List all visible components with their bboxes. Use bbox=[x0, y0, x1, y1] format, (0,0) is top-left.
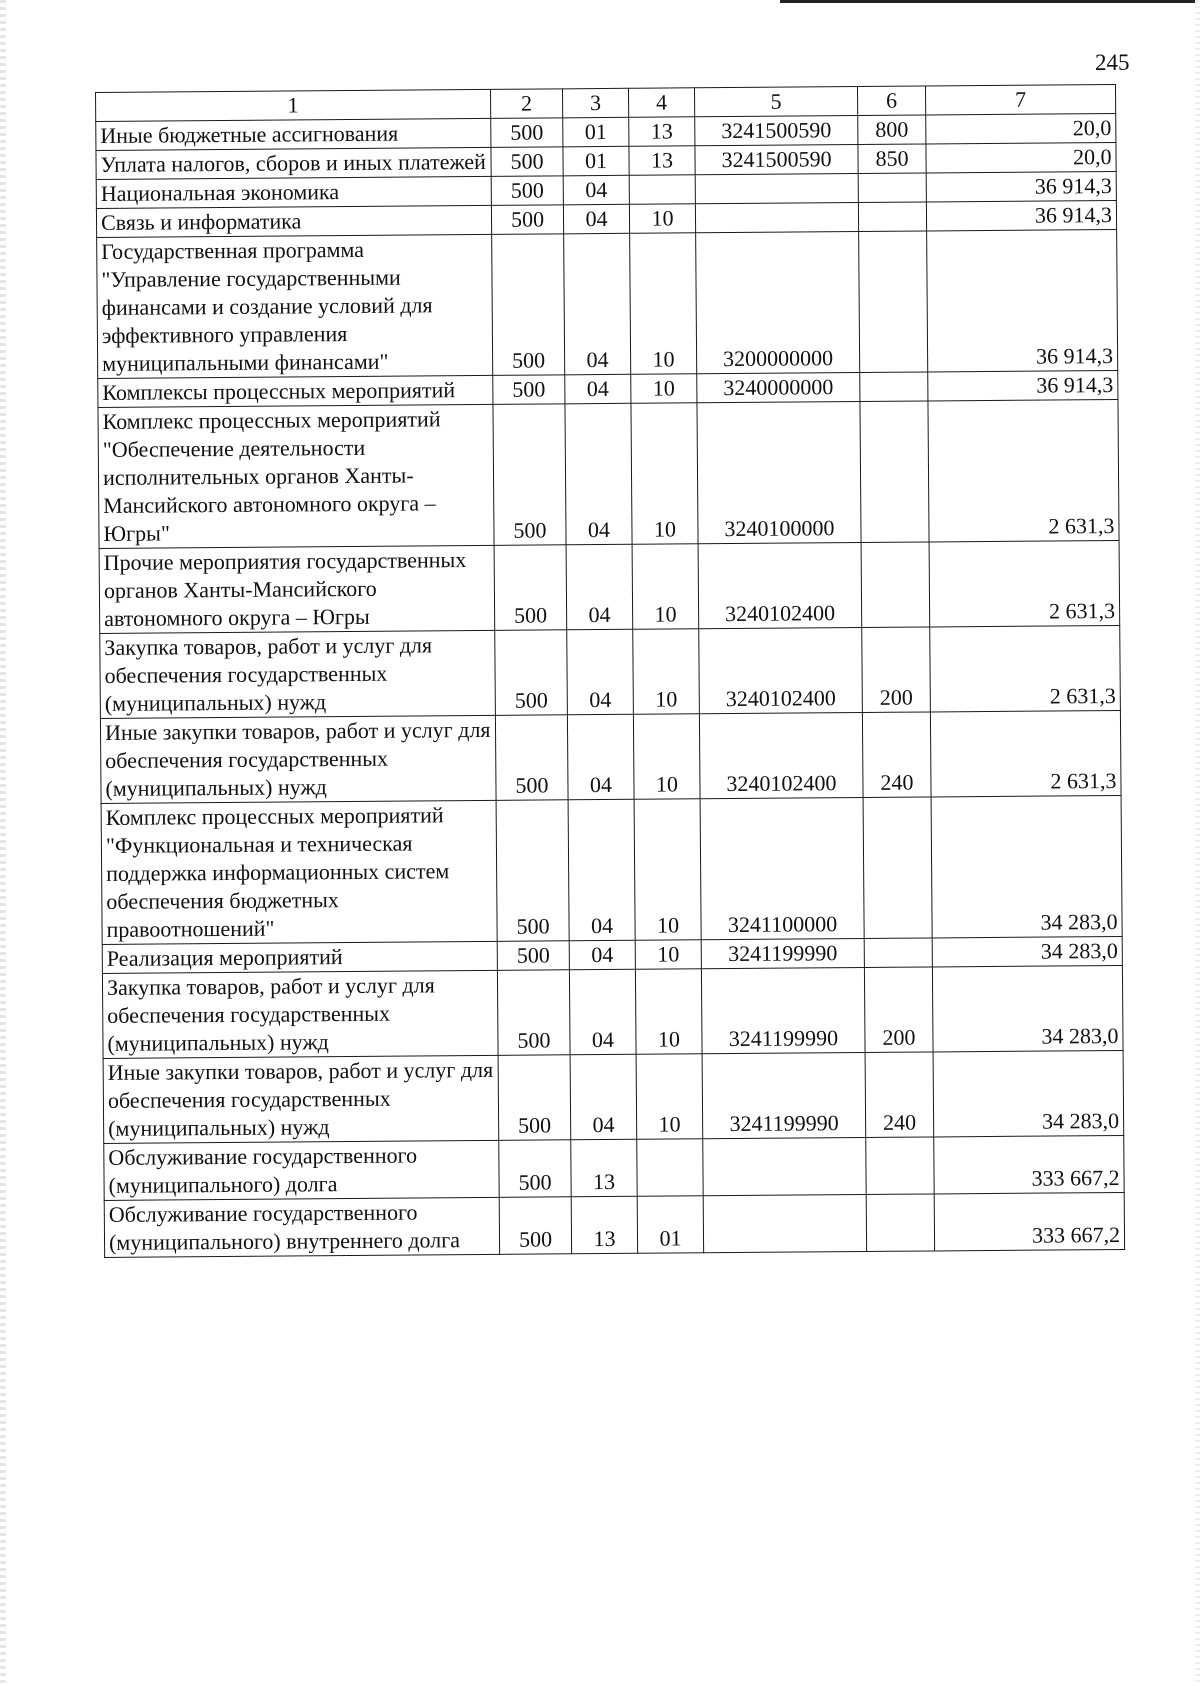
row-amount-cell: 333 667,2 bbox=[934, 1135, 1124, 1193]
table-row bbox=[103, 1050, 1124, 1143]
row-amount-cell: 36 914,3 bbox=[928, 370, 1118, 400]
row-col-5-cell: 3240000000 bbox=[697, 373, 860, 403]
top-edge-rule bbox=[780, 0, 1200, 3]
row-col-4-cell: 10 bbox=[635, 969, 702, 1055]
row-col-3-cell: 04 bbox=[565, 403, 632, 545]
row-col-4-cell: 10 bbox=[631, 403, 698, 545]
row-col-6-cell: 240 bbox=[862, 712, 931, 798]
row-col-2-cell: 500 bbox=[496, 800, 569, 942]
row-col-5-cell: 3241199990 bbox=[702, 1052, 866, 1138]
row-col-3-cell: 04 bbox=[567, 714, 634, 800]
row-col-6-cell: 200 bbox=[864, 967, 933, 1053]
row-col-6-cell bbox=[858, 173, 926, 203]
table-body bbox=[96, 113, 1125, 1257]
row-col-6-cell bbox=[866, 1194, 934, 1252]
row-amount-cell: 36 914,3 bbox=[926, 200, 1116, 230]
row-col-2-cell: 500 bbox=[495, 630, 568, 716]
row-name-cell: Иные закупки товаров, работ и услуг для обеспечения государственных (муниципальных) нужд bbox=[103, 1055, 499, 1143]
row-col-3-cell: 04 bbox=[566, 544, 633, 630]
table-row bbox=[104, 1135, 1124, 1200]
row-amount-cell: 34 283,0 bbox=[932, 936, 1122, 966]
row-col-5-cell bbox=[703, 1137, 866, 1195]
row-col-6-cell: 800 bbox=[858, 115, 926, 145]
row-col-5-cell: 3241500590 bbox=[695, 116, 858, 146]
table-row bbox=[101, 795, 1122, 944]
row-col-6-cell bbox=[864, 938, 932, 968]
row-name-cell: Иные закупки товаров, работ и услуг для обеспечения государственных (муниципальных) нужд bbox=[100, 715, 496, 803]
row-col-4-cell: 10 bbox=[634, 799, 701, 941]
row-name-cell: Комплексы процессных мероприятий bbox=[98, 375, 493, 407]
row-col-6-cell bbox=[866, 1137, 934, 1195]
row-col-4-cell bbox=[637, 1139, 703, 1197]
row-col-4-cell bbox=[629, 175, 695, 205]
table-row bbox=[99, 540, 1120, 633]
row-amount-cell: 2 631,3 bbox=[930, 710, 1121, 796]
header-col-2: 2 bbox=[490, 89, 562, 119]
row-col-4-cell: 10 bbox=[636, 1054, 703, 1140]
row-col-6-cell bbox=[859, 231, 928, 373]
row-col-4-cell: 10 bbox=[632, 544, 699, 630]
budget-table bbox=[95, 84, 1125, 1258]
row-col-3-cell: 04 bbox=[564, 233, 631, 375]
row-col-2-cell: 500 bbox=[493, 375, 565, 405]
row-col-6-cell bbox=[860, 401, 929, 543]
row-amount-cell: 36 914,3 bbox=[926, 171, 1116, 201]
row-name-cell: Закупка товаров, работ и услуг для обеспечения государственных (муниципальных) нужд bbox=[102, 970, 498, 1058]
row-col-2-cell: 500 bbox=[491, 118, 563, 148]
header-col-7: 7 bbox=[925, 84, 1115, 114]
row-amount-cell: 34 283,0 bbox=[932, 965, 1123, 1051]
row-col-5-cell bbox=[695, 203, 858, 233]
table-row bbox=[100, 625, 1121, 718]
row-col-4-cell: 10 bbox=[629, 204, 695, 234]
row-col-2-cell: 500 bbox=[494, 545, 567, 631]
row-col-2-cell: 500 bbox=[497, 941, 569, 971]
row-col-2-cell: 500 bbox=[493, 404, 566, 546]
row-col-5-cell bbox=[703, 1194, 866, 1252]
table-row bbox=[98, 399, 1119, 548]
row-amount-cell: 2 631,3 bbox=[930, 625, 1121, 711]
row-col-6-cell: 240 bbox=[865, 1052, 934, 1138]
row-col-3-cell: 01 bbox=[563, 117, 629, 147]
row-col-3-cell: 01 bbox=[563, 146, 629, 176]
row-col-6-cell: 850 bbox=[858, 144, 926, 174]
scan-edge-left bbox=[0, 0, 6, 1686]
row-amount-cell: 34 283,0 bbox=[931, 795, 1122, 937]
table-row bbox=[100, 710, 1121, 803]
scan-edge-right bbox=[1195, 0, 1200, 1686]
row-col-2-cell: 500 bbox=[499, 1140, 571, 1198]
row-amount-cell: 34 283,0 bbox=[933, 1050, 1124, 1136]
row-col-3-cell: 04 bbox=[570, 1054, 637, 1140]
page-number: 245 bbox=[1095, 50, 1130, 75]
row-col-4-cell: 10 bbox=[635, 940, 701, 970]
row-col-4-cell: 10 bbox=[633, 629, 700, 715]
row-col-3-cell: 04 bbox=[563, 204, 629, 234]
row-col-4-cell: 01 bbox=[637, 1196, 703, 1254]
row-col-3-cell: 04 bbox=[567, 629, 634, 715]
row-col-4-cell: 13 bbox=[629, 117, 695, 147]
row-amount-cell: 36 914,3 bbox=[927, 229, 1118, 371]
row-name-cell: Уплата налогов, сборов и иных платежей bbox=[96, 147, 491, 179]
row-name-cell: Иные бюджетные ассигнования bbox=[96, 118, 491, 150]
row-name-cell: Связь и информатика bbox=[96, 205, 491, 237]
header-col-1: 1 bbox=[96, 89, 491, 121]
row-col-6-cell bbox=[858, 202, 926, 232]
row-col-2-cell: 500 bbox=[492, 234, 565, 376]
row-col-4-cell: 10 bbox=[633, 714, 700, 800]
row-col-3-cell: 04 bbox=[563, 175, 629, 205]
row-col-2-cell: 500 bbox=[499, 1197, 571, 1255]
row-name-cell: Закупка товаров, работ и услуг для обеспечения государственных (муниципальных) нужд bbox=[100, 630, 496, 718]
row-col-3-cell: 04 bbox=[565, 374, 631, 404]
row-name-cell: Комплекс процессных мероприятий "Функциональная и техническая поддержка информационных систем обеспечения бюджетных правоотношений" bbox=[101, 800, 497, 944]
row-col-4-cell: 13 bbox=[629, 146, 695, 176]
row-name-cell: Реализация мероприятий bbox=[102, 941, 497, 973]
row-col-5-cell: 3240102400 bbox=[698, 542, 862, 628]
row-col-5-cell: 3241500590 bbox=[695, 145, 858, 175]
row-amount-cell: 333 667,2 bbox=[934, 1192, 1124, 1250]
row-col-5-cell: 3240100000 bbox=[697, 402, 861, 544]
row-name-cell: Национальная экономика bbox=[96, 176, 491, 208]
row-col-3-cell: 04 bbox=[568, 799, 635, 941]
row-col-5-cell: 3241199990 bbox=[701, 938, 864, 968]
row-name-cell: Комплекс процессных мероприятий "Обеспечение деятельности исполнительных органов Ханты-Мансийского автономного округа – Югры" bbox=[98, 404, 494, 548]
header-col-3: 3 bbox=[562, 88, 628, 118]
row-col-5-cell: 3240102400 bbox=[699, 712, 863, 798]
row-col-4-cell: 10 bbox=[631, 374, 697, 404]
row-col-6-cell bbox=[863, 797, 932, 939]
table-row bbox=[104, 1192, 1124, 1257]
row-col-5-cell bbox=[695, 174, 858, 204]
row-col-6-cell bbox=[860, 372, 928, 402]
row-name-cell: Обслуживание государственного (муниципального) долга bbox=[104, 1140, 499, 1200]
row-col-5-cell: 3241100000 bbox=[700, 797, 864, 939]
header-col-4: 4 bbox=[628, 88, 694, 118]
row-col-3-cell: 04 bbox=[569, 969, 636, 1055]
row-col-3-cell: 13 bbox=[571, 1139, 637, 1197]
row-col-5-cell: 3200000000 bbox=[696, 232, 860, 374]
row-name-cell: Прочие мероприятия государственных органов Ханты-Мансийского автономного округа – Югры bbox=[99, 545, 495, 633]
row-name-cell: Государственная программа "Управление государственными финансами и создание условий для эффективного управления муниципальными финансами" bbox=[97, 234, 493, 378]
row-col-5-cell: 3240102400 bbox=[699, 627, 863, 713]
row-col-6-cell: 200 bbox=[862, 627, 931, 713]
row-amount-cell: 2 631,3 bbox=[928, 399, 1119, 541]
row-col-3-cell: 04 bbox=[569, 940, 635, 970]
row-col-3-cell: 13 bbox=[571, 1196, 637, 1254]
row-col-2-cell: 500 bbox=[498, 1055, 571, 1141]
header-col-6: 6 bbox=[857, 86, 925, 116]
row-amount-cell: 20,0 bbox=[926, 142, 1116, 172]
table-row bbox=[102, 965, 1123, 1058]
row-col-5-cell: 3241199990 bbox=[701, 967, 865, 1053]
row-col-2-cell: 500 bbox=[491, 176, 563, 206]
header-col-5: 5 bbox=[694, 87, 857, 117]
table-row bbox=[97, 229, 1118, 378]
row-col-2-cell: 500 bbox=[491, 147, 563, 177]
row-col-4-cell: 10 bbox=[630, 233, 697, 375]
row-col-2-cell: 500 bbox=[497, 970, 570, 1056]
row-amount-cell: 20,0 bbox=[926, 113, 1116, 143]
row-name-cell: Обслуживание государственного (муниципального) внутреннего долга bbox=[104, 1197, 499, 1257]
row-col-2-cell: 500 bbox=[495, 715, 568, 801]
row-amount-cell: 2 631,3 bbox=[929, 540, 1120, 626]
row-col-2-cell: 500 bbox=[491, 205, 563, 235]
row-col-6-cell bbox=[861, 542, 930, 628]
